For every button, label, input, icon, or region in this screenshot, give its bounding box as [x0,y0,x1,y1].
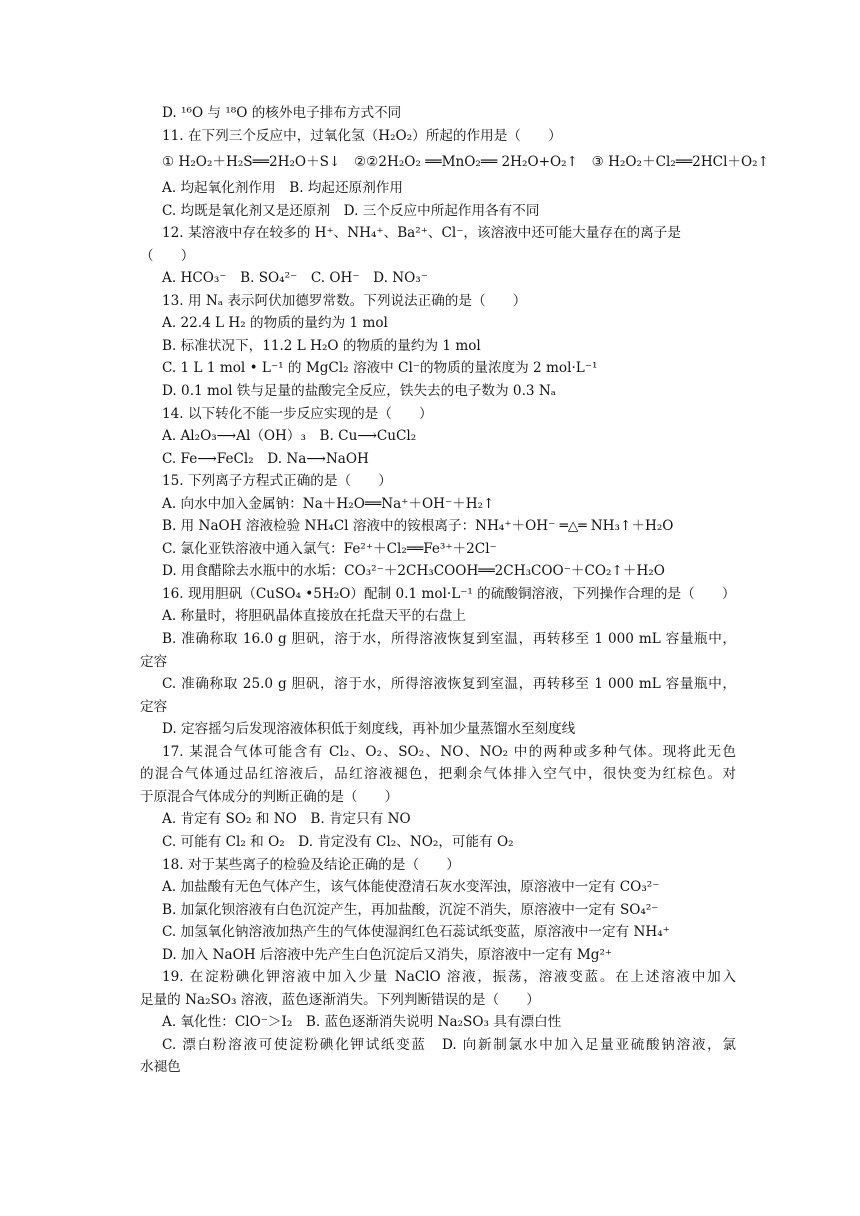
text-line: C. 漂白粉溶液可使淀粉碘化钾试纸变蓝 D. 向新制氯水中加入足量亚硫酸钠溶液，氯 [162,1036,736,1053]
text-line: D. 加入 NaOH 后溶液中先产生白色沉淀后又消失，原溶液中一定有 Mg²⁺ [162,946,613,963]
text-line: A. 称量时，将胆矾晶体直接放在托盘天平的右盘上 [162,608,466,625]
text-line: 于原混合气体成分的判断正确的是（ ） [140,788,399,805]
text-line: 定容 [140,698,168,715]
text-line: B. 加氯化钡溶液有白色沉淀产生，再加盐酸，沉淀不消失，原溶液中一定有 SO₄²⁻ [162,901,659,918]
text-line: C. 均既是氧化剂又是还原剂 D. 三个反应中所起作用各有不同 [162,202,540,219]
text-line: 13. 用 Nₐ 表示阿伏加德罗常数。下列说法正确的是（ ） [162,292,527,309]
text-line: C. 加氢氧化钠溶液加热产生的气体使湿润红色石蕊试纸变蓝，原溶液中一定有 NH₄⁺ [162,924,670,941]
text-line: 11. 在下列三个反应中，过氧化氢（H₂O₂）所起的作用是（ ） [162,127,562,144]
text-line: 15. 下列离子方程式正确的是（ ） [162,473,392,490]
document-body [140,102,769,1079]
text-line: 14. 以下转化不能一步反应实现的是（ ） [162,405,433,422]
text-line: 12. 某溶液中存在较多的 H⁺、NH₄⁺、Ba²⁺、Cl⁻，该溶液中还可能大量存在的离子是 [162,225,681,242]
text-line: 足量的 Na₂SO₃ 溶液，蓝色逐渐消失。下列判断错误的是（ ） [140,991,540,1008]
text-line: A. 22.4 L H₂ 的物质的量约为 1 mol [162,315,388,332]
text-line: A. 加盐酸有无色气体产生，该气体能使澄清石灰水变浑浊，原溶液中一定有 CO₃²⁻ [162,879,660,896]
text-line: D. 0.1 mol 铁与足量的盐酸完全反应，铁失去的电子数为 0.3 Nₐ [162,383,557,400]
text-line: 定容 [140,653,168,670]
text-line: 17. 某混合气体可能含有 Cl₂、O₂、SO₂、NO、NO₂ 中的两种或多种气体。现将此无色 [162,743,736,760]
text-line: 水褪色 [140,1059,181,1076]
text-line: 的混合气体通过品红溶液后，品红溶液褪色，把剩余气体排入空气中，很快变为红棕色。对 [140,766,736,783]
text-line: B. 用 NaOH 溶液检验 NH₄Cl 溶液中的铵根离子：NH₄⁺＋OH⁻ ═△═ NH₃↑＋H₂O [162,518,674,535]
text-line: A. 肯定有 SO₂ 和 NO B. 肯定只有 NO [162,811,411,828]
text-line: D. 用食醋除去水瓶中的水垢：CO₃²⁻＋2CH₃COOH══2CH₃COO⁻＋CO₂↑＋H₂O [162,563,665,580]
text-line: （ ） [140,247,195,264]
text-line: A. Al₂O₃⟶Al（OH）₃ B. Cu⟶CuCl₂ [162,428,417,445]
text-line: ① H₂O₂＋H₂S══2H₂O＋S↓ ②②2H₂O₂ ══MnO₂══ 2H₂O+O₂↑ ③ H₂O₂＋Cl₂══2HCl＋O₂↑ [162,154,769,171]
text-line: D. ¹⁶O 与 ¹⁸O 的核外电子排布方式不同 [162,105,402,121]
text-line: C. 准确称取 25.0 g 胆矾，溶于水，所得溶液恢复到室温，再转移至 1 000 mL 容量瓶中， [162,676,736,693]
text-line: A. 向水中加入金属钠：Na＋H₂O══Na⁺＋OH⁻＋H₂↑ [162,495,495,512]
text-line: D. 定容摇匀后发现溶液体积低于刻度线，再补加少量蒸馏水至刻度线 [162,721,576,738]
text-line: B. 标准状况下，11.2 L H₂O 的物质的量约为 1 mol [162,337,481,354]
text-line: C. Fe⟶FeCl₂ D. Na⟶NaOH [162,450,369,467]
text-line: 19. 在淀粉碘化钾溶液中加入少量 NaClO 溶液，振荡，溶液变蓝。在上述溶液中加入 [162,969,736,986]
text-line: 16. 现用胆矾（CuSO₄ •5H₂O）配制 0.1 mol·L⁻¹ 的硫酸铜溶液，下列操作合理的是（ ） [162,585,736,602]
text-line: B. 准确称取 16.0 g 胆矾，溶于水，所得溶液恢复到室温，再转移至 1 000 mL 容量瓶中， [162,631,736,648]
text-line: 18. 对于某些离子的检验及结论正确的是（ ） [162,856,460,873]
text-line: A. HCO₃⁻ B. SO₄²⁻ C. OH⁻ D. NO₃⁻ [162,270,428,287]
text-line: A. 均起氧化剂作用 B. 均起还原剂作用 [162,180,403,197]
text-line: C. 可能有 Cl₂ 和 O₂ D. 肯定没有 Cl₂、NO₂，可能有 O₂ [162,833,514,850]
text-line: C. 1 L 1 mol • L⁻¹ 的 MgCl₂ 溶液中 Cl⁻的物质的量浓度为 2 mol·L⁻¹ [162,360,598,377]
text-line: C. 氯化亚铁溶液中通入氯气：Fe²⁺＋Cl₂══Fe³⁺＋2Cl⁻ [162,540,497,557]
text-line: A. 氧化性：ClO⁻＞I₂ B. 蓝色逐渐消失说明 Na₂SO₃ 具有漂白性 [162,1014,562,1031]
